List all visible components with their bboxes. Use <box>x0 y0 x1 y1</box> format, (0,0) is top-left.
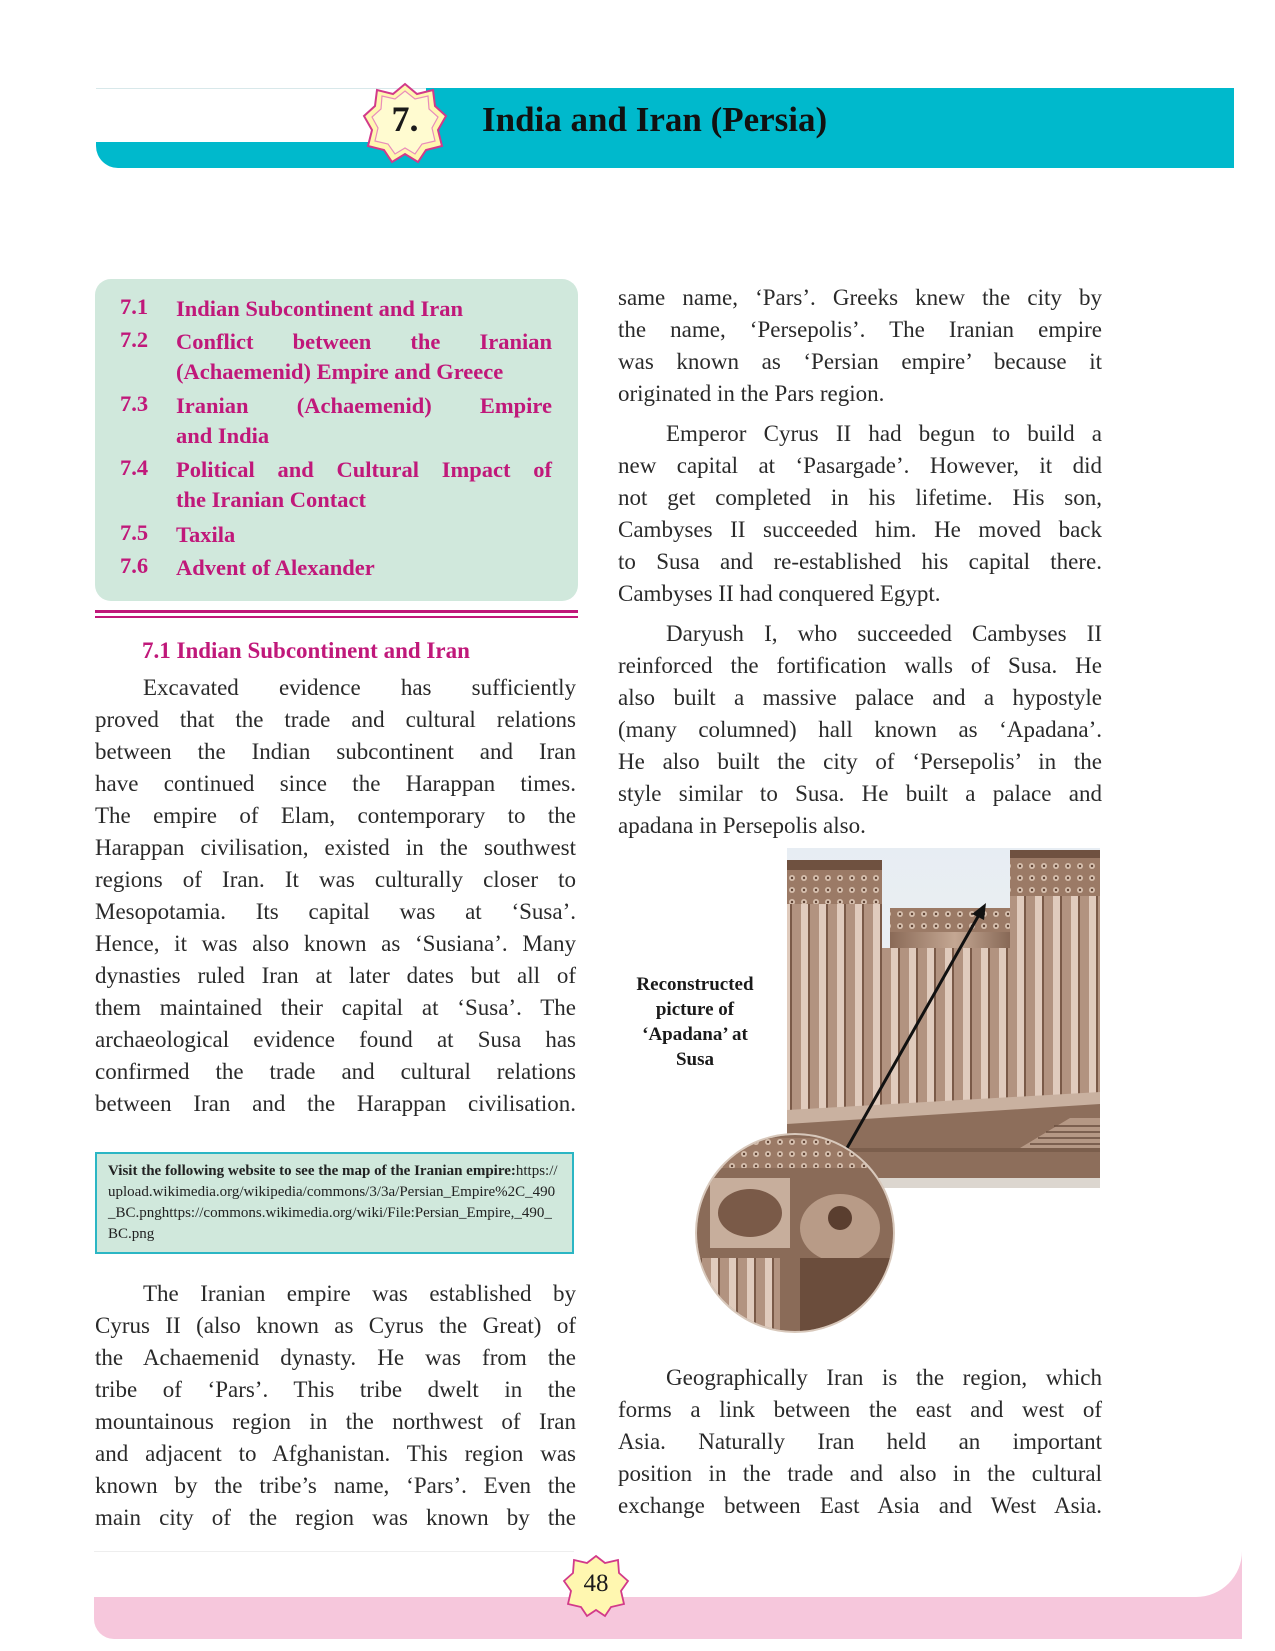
text-line: He also built the city of ‘Persepolis’ in the <box>618 749 1102 774</box>
toc-item-label-cont: (Achaemenid) Empire and Greece <box>176 359 504 384</box>
caption-line: picture of <box>655 999 735 1020</box>
toc-item-label-cont: the Iranian Contact <box>176 487 366 512</box>
text-line: regions of Iran. It was culturally closer to <box>95 867 576 892</box>
text-line: Daryush I, who succeeded Cambyses II <box>666 621 1102 646</box>
text-line: Cyrus II (also known as Cyrus the Great) of <box>95 1313 576 1338</box>
body-paragraph <box>618 418 1102 610</box>
text-line: the name, ‘Persepolis’. The Iranian empire <box>618 317 1102 342</box>
text-line: was known as ‘Persian empire’ because it <box>618 349 1102 374</box>
text-line: exchange between East Asia and West Asia. <box>618 1493 1102 1518</box>
section-heading: 7.1 Indian Subcontinent and Iran <box>142 638 470 663</box>
text-line: mountainous region in the northwest of Iran <box>95 1409 576 1434</box>
website-info-box <box>95 1152 574 1254</box>
caption-line: Susa <box>675 1049 715 1070</box>
toc-item-number: 7.2 <box>120 327 149 352</box>
chapter-number: 7. <box>391 99 419 139</box>
body-paragraph <box>95 672 576 1120</box>
text-line: the Achaemenid dynasty. He was from the <box>95 1345 576 1370</box>
text-line: (many columned) hall known as ‘Apadana’. <box>618 717 1102 742</box>
text-line: originated in the Pars region. <box>618 381 885 406</box>
caption-line: ‘Apadana’ at <box>642 1024 748 1045</box>
text-line: position in the trade and also in the cultural <box>618 1461 1102 1486</box>
footer-white-cutout <box>94 1551 1242 1597</box>
section-divider <box>95 616 578 618</box>
chapter-title: India and Iran (Persia) <box>482 100 828 139</box>
text-line: same name, ‘Pars’. Greeks knew the city by <box>618 285 1102 310</box>
body-paragraph <box>618 282 1102 410</box>
text-line: to Susa and re-established his capital there. <box>618 549 1102 574</box>
caption-line: Reconstructed <box>636 974 754 995</box>
text-line: new capital at ‘Pasargade’. However, it did <box>618 453 1102 478</box>
text-line: known by the tribe’s name, ‘Pars’. Even the <box>95 1473 576 1498</box>
text-line: reinforced the fortification walls of Susa. He <box>618 653 1102 678</box>
page-number: 48 <box>583 1570 609 1597</box>
section-divider <box>95 610 578 613</box>
text-line: forms a link between the east and west of <box>618 1397 1102 1422</box>
text-line: between the Indian subcontinent and Iran <box>95 739 576 764</box>
toc-item-label: Conflict between the Iranian <box>176 329 552 354</box>
toc-item-label: Iranian (Achaemenid) Empire <box>176 393 552 418</box>
text-line: them maintained their capital at ‘Susa’. The <box>95 995 576 1020</box>
text-line: main city of the region was known by the <box>95 1505 576 1530</box>
text-line: archaeological evidence found at Susa has <box>95 1027 576 1052</box>
toc-item-number: 7.6 <box>120 553 149 578</box>
text-line: also built a massive palace and a hypostyle <box>618 685 1102 710</box>
toc-item-number: 7.5 <box>120 520 149 545</box>
toc-item-label: Taxila <box>176 522 236 547</box>
toc-item-label: Indian Subcontinent and Iran <box>176 296 463 321</box>
text-line: style similar to Susa. He built a palace and <box>618 781 1102 806</box>
text-line: Cambyses II succeeded him. He moved back <box>618 517 1102 542</box>
text-line: Asia. Naturally Iran held an important <box>618 1429 1102 1454</box>
body-paragraph <box>618 618 1102 842</box>
text-line: confirmed the trade and cultural relations <box>95 1059 576 1084</box>
info-box-label: Visit the following website to see the map of the Iranian empire: <box>108 1163 516 1179</box>
body-paragraph <box>618 1362 1102 1522</box>
toc-item-number: 7.1 <box>120 294 149 319</box>
text-line: have continued since the Harappan times. <box>95 771 576 796</box>
toc-item-number: 7.4 <box>120 455 149 480</box>
text-line: tribe of ‘Pars’. This tribe dwelt in the <box>95 1377 576 1402</box>
text-line: Geographically Iran is the region, which <box>666 1365 1102 1390</box>
text-line: and adjacent to Afghanistan. This region was <box>95 1441 576 1466</box>
text-line: proved that the trade and cultural relations <box>95 707 576 732</box>
text-line: The empire of Elam, contemporary to the <box>95 803 576 828</box>
text-line: Hence, it was also known as ‘Susiana’. Many <box>95 931 576 956</box>
toc-item-label: Political and Cultural Impact of <box>176 457 552 482</box>
text-line: Harappan civilisation, existed in the southwest <box>95 835 576 860</box>
text-line: The Iranian empire was established by <box>143 1281 576 1306</box>
footer-top-line <box>94 1551 574 1552</box>
text-line: dynasties ruled Iran at later dates but all of <box>95 963 576 988</box>
text-line: not get completed in his lifetime. His son, <box>618 485 1102 510</box>
toc-item-number: 7.3 <box>120 391 149 416</box>
body-paragraph <box>95 1278 576 1534</box>
text-line: Cambyses II had conquered Egypt. <box>618 581 941 606</box>
toc-item-label-cont: and India <box>176 423 270 448</box>
toc-item-label: Advent of Alexander <box>176 555 375 580</box>
text-line: between Iran and the Harappan civilisation. <box>95 1091 576 1116</box>
text-line: Emperor Cyrus II had begun to build a <box>666 421 1102 446</box>
text-line: Mesopotamia. Its capital was at ‘Susa’. <box>95 899 576 924</box>
map-url-link[interactable]: https://upload.wikimedia.org/wikipedia/commons/3/3a/Persian_Empire%2C_490_BC.pnghttps://commons.wikimedia.org/wiki/File:Persian_Empire,_490_BC.png <box>108 1163 558 1242</box>
text-line: apadana in Persepolis also. <box>618 813 866 838</box>
text-line: Excavated evidence has sufficiently <box>143 675 576 700</box>
apadana-illustration <box>690 848 1100 1338</box>
